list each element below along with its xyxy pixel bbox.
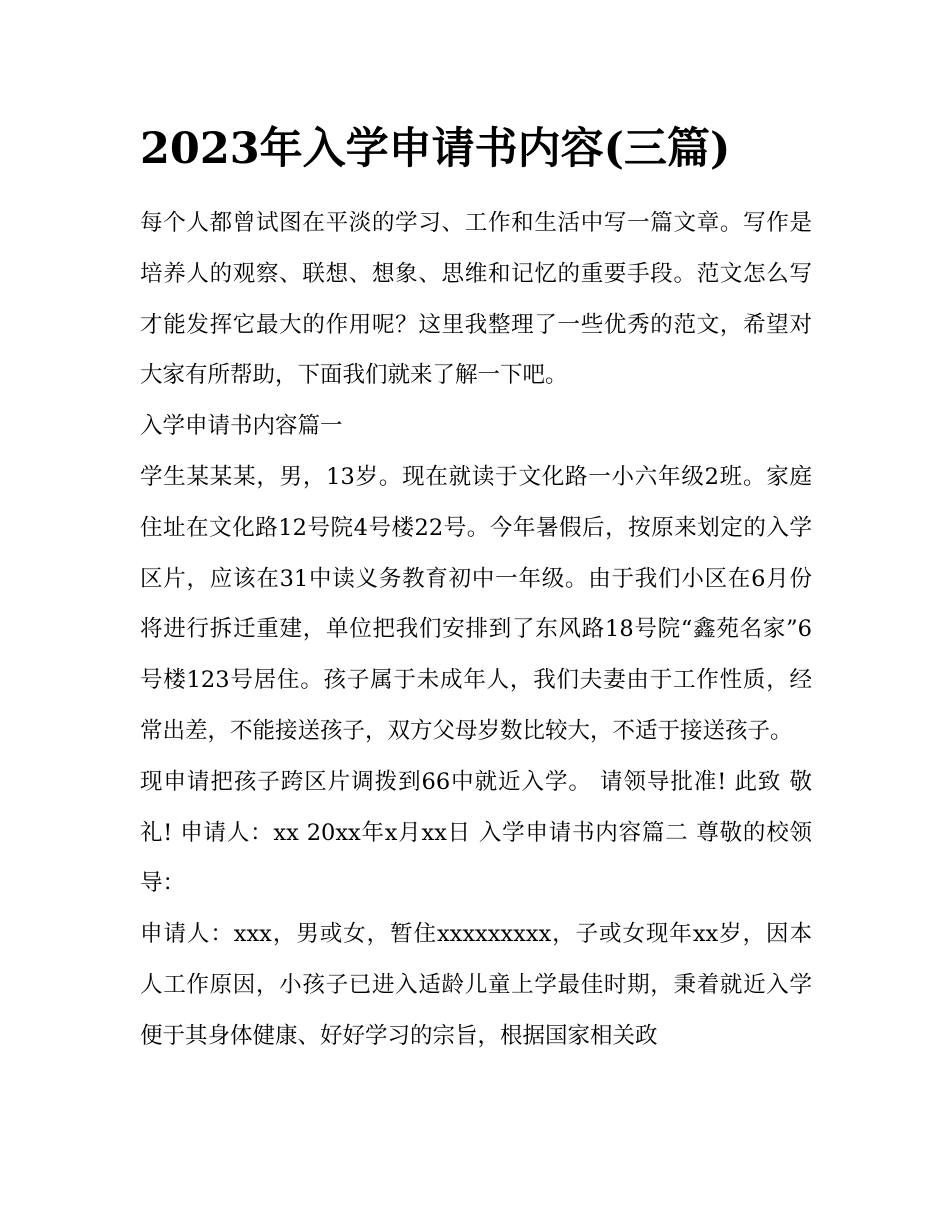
- student-info-paragraph: 学生某某某，男，13岁。现在就读于文化路一小六年级2班。家庭住址在文化路12号院4号楼22号。今年暑假后，按原来划定的入学区片，应该在31中读义务教育初中一年级。由于我们小区在6月份将进行拆迁重建，单位把我们安排到了东风路18号院“鑫苑名家”6号楼123号居住。孩子属于未成年人，我们夫妻由于工作性质，经常出差，不能接送孩子，双方父母岁数比较大，不适于接送孩子。: [140, 463, 812, 744]
- applicant-paragraph: 申请人：xxx，男或女，暂住xxxxxxxxx，子或女现年xx岁，因本人工作原因，小孩子已进入适龄儿童上学最佳时期，秉着就近入学便于其身体健康、好好学习的宗旨，根据国家相关政: [140, 921, 812, 1049]
- request-paragraph: 现申请把孩子跨区片调拨到66中就近入学。 请领导批准! 此致 敬礼! 申请人：xx 20xx年x月xx日 入学申请书内容篇二 尊敬的校领导：: [140, 768, 812, 897]
- document-title: 2023年入学申请书内容(三篇): [140, 124, 731, 174]
- document-content: [140, 118, 812, 1062]
- document-body: [140, 198, 812, 1062]
- intro-paragraph: 每个人都曾试图在平淡的学习、工作和生活中写一篇文章。写作是培养人的观察、联想、想象、思维和记忆的重要手段。范文怎么写才能发挥它最大的作用呢？这里我整理了一些优秀的范文，希望对大家有所帮助，下面我们就来了解一下吧。: [140, 210, 812, 389]
- section-heading-one: 入学申请书内容篇一: [140, 413, 343, 440]
